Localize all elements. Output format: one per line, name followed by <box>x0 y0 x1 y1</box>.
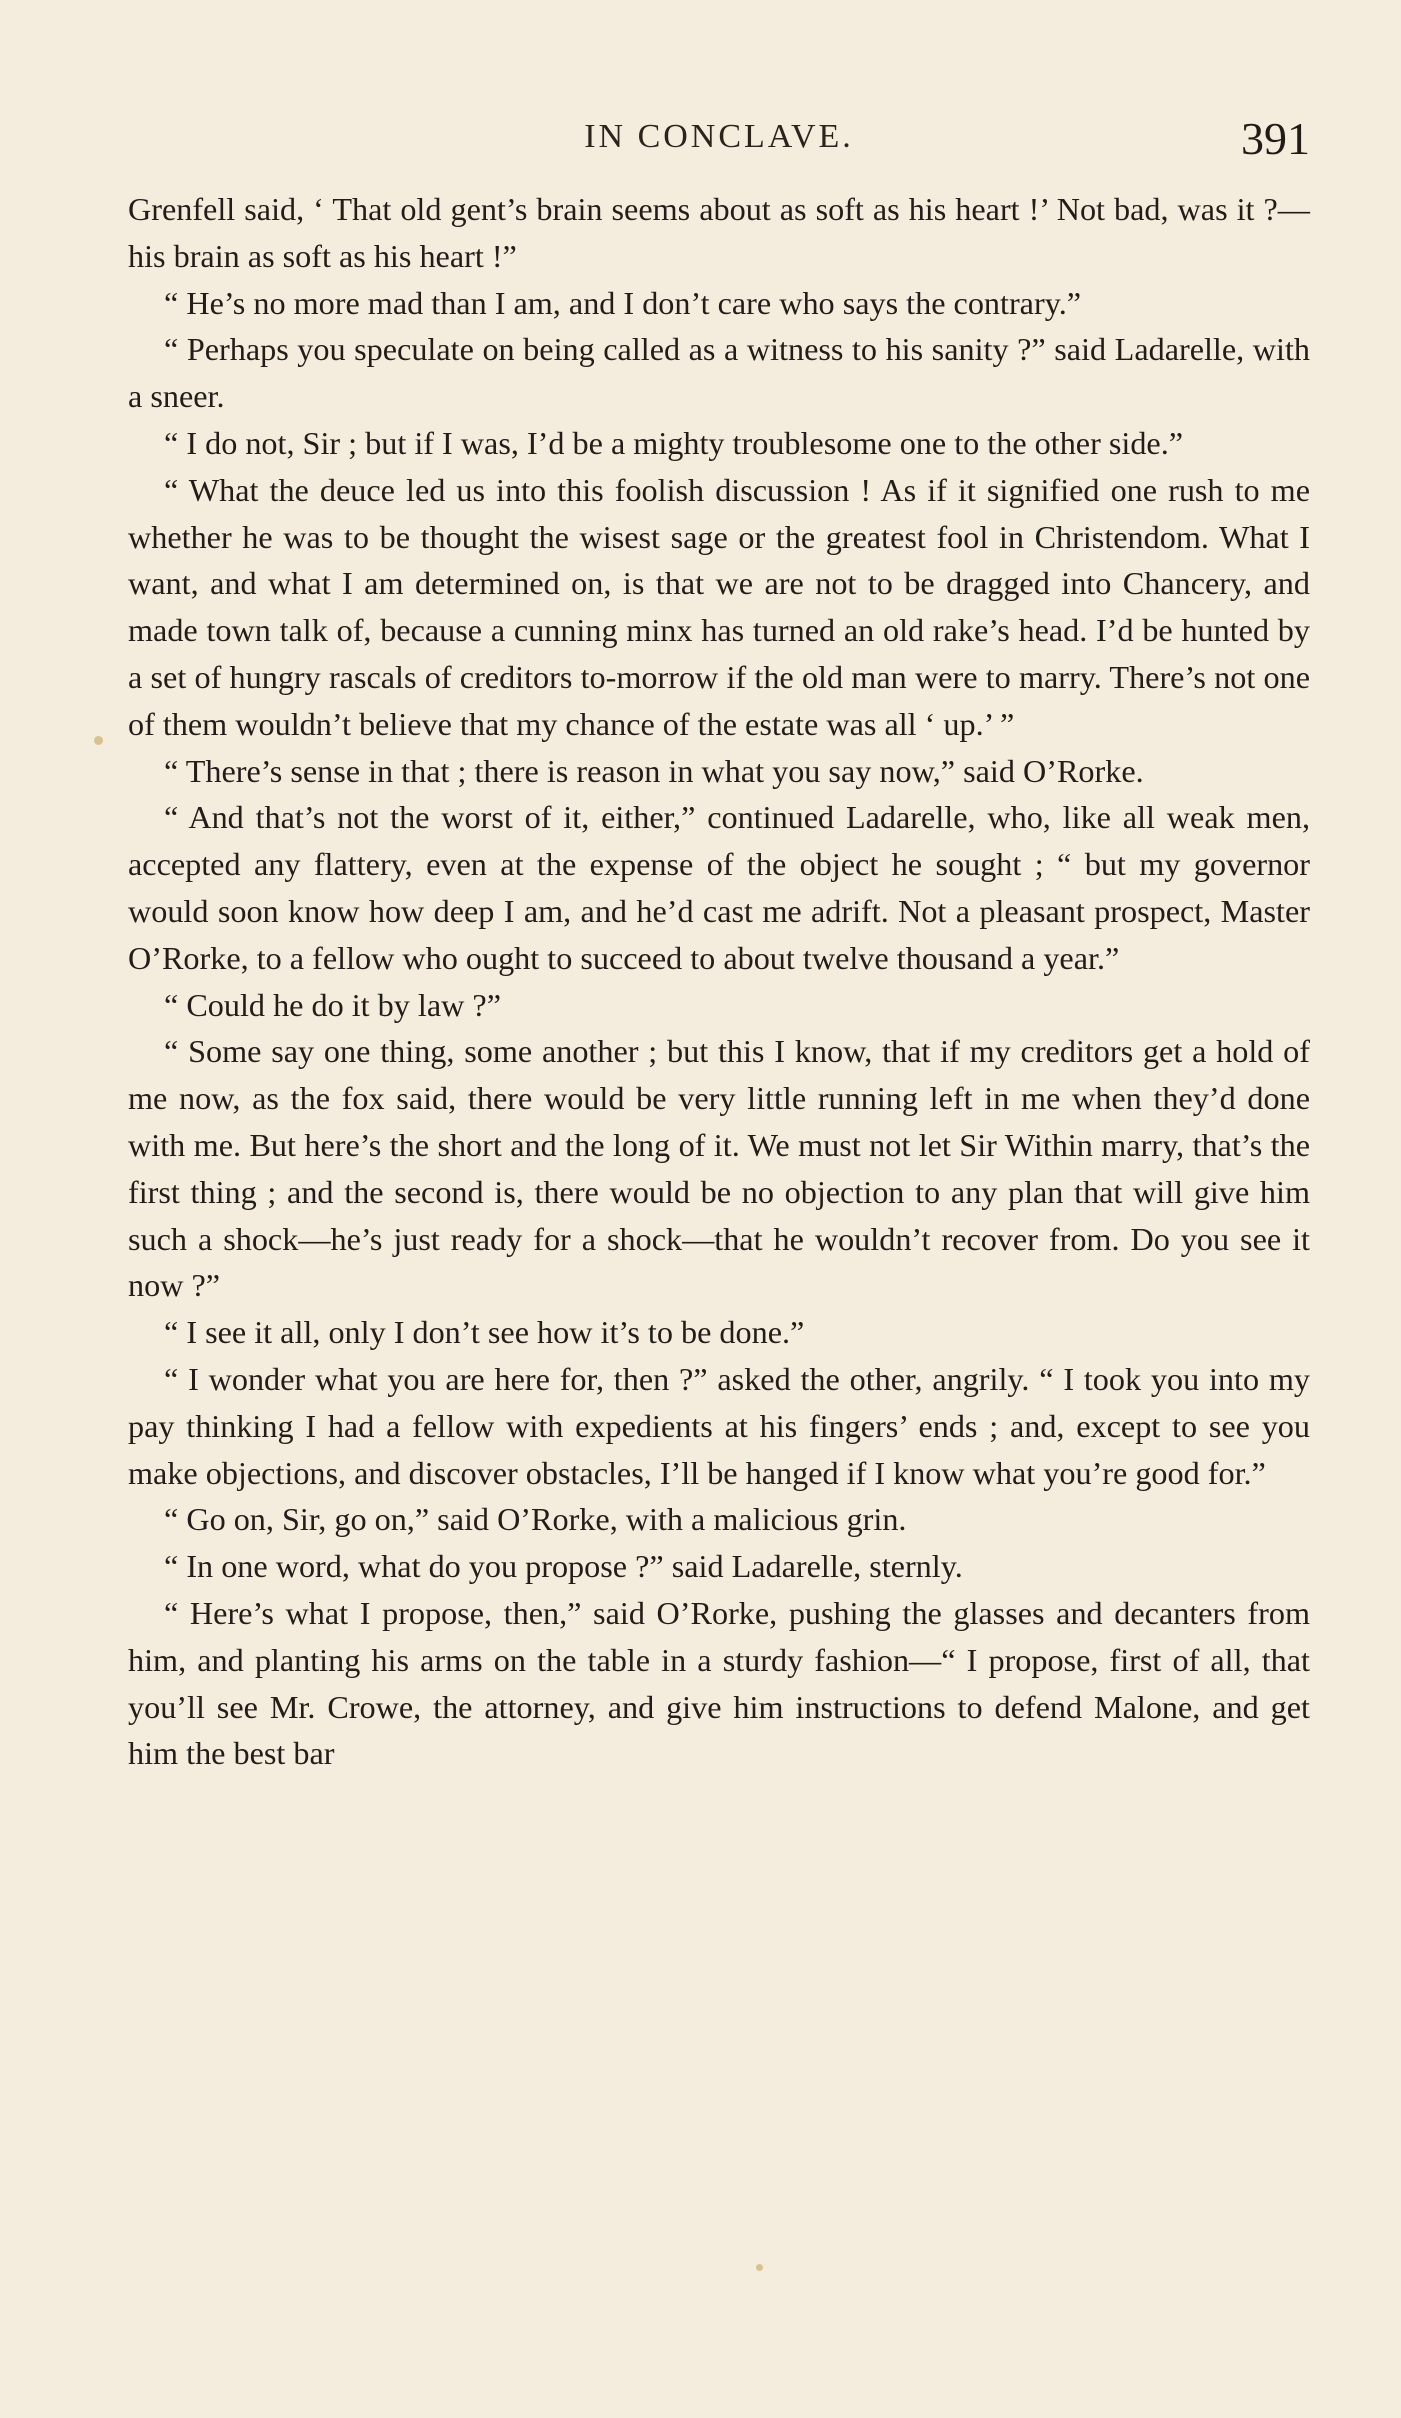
paragraph: “ I see it all, only I don’t see how it’s to be done.” <box>164 1314 805 1351</box>
paragraph: “ What the deuce led us into this foolish discussion ! As if it signified one rush to me whether he was to be thought the wisest sage or the greatest fool in Christendom. What I want, and what I am determined on, is that we are not to be dragged into Chancery, and made town talk of, because a cunning minx has turned an old rake’s head. I’d be hunted by a set of hungry rascals of creditors to-morrow if the old man were to marry. There’s not one of them wouldn’t believe that my chance of the estate was all ‘ up.’ ” <box>128 471 1310 742</box>
running-title: IN CONCLAVE. <box>584 118 854 155</box>
paragraph: “ Could he do it by law ?” <box>164 986 501 1023</box>
paragraph: “ I wonder what you are here for, then ?” asked the other, angrily. “ I took you into my pay thinking I had a fellow with expedients at his fingers’ ends ; and, except to see you make objections, and discover obstacles, I’ll be hanged if I know what you’re good for.” <box>128 1360 1310 1491</box>
paragraph: “ I do not, Sir ; but if I was, I’d be a mighty troublesome one to the other side.” <box>164 424 1184 461</box>
page-number: 391 <box>1241 113 1310 164</box>
paragraph: “ Here’s what I propose, then,” said O’Rorke, pushing the glasses and decanters from him, and planting his arms on the table in a sturdy fashion—“ I propose, first of all, that you’ll see Mr. Crowe, the attorney, and give him instructions to defend Malone, and get him the best bar <box>128 1594 1310 1772</box>
paragraph: “ Go on, Sir, go on,” said O’Rorke, with a malicious grin. <box>164 1501 907 1538</box>
running-head <box>128 112 1310 172</box>
paragraph: “ Perhaps you speculate on being called as a witness to his sanity ?” said Ladarelle, with a sneer. <box>128 331 1310 415</box>
paragraph: “ And that’s not the worst of it, either,” continued Ladarelle, who, like all weak men, accepted any flattery, even at the expense of the object he sought ; “ but my governor would soon know how deep I am, and he’d cast me adrift. Not a pleasant prospect, Master O’Rorke, to a fellow who ought to succeed to about twelve thousand a year.” <box>128 799 1310 976</box>
paragraph: “ He’s no more mad than I am, and I don’t care who says the contrary.” <box>164 284 1082 321</box>
paragraph: “ Some say one thing, some another ; but this I know, that if my creditors get a hold of me now, as the fox said, there would be very little running left in me when they’d done with me. But here’s the short and the long of it. We must not let Sir Within marry, that’s the first thing ; and the second is, there would be no objection to any plan that will give him such a shock—he’s just ready for a shock—that he wouldn’t recover from. Do you see it now ?” <box>128 1033 1310 1304</box>
body-text <box>128 186 1310 1777</box>
paragraph: Grenfell said, ‘ That old gent’s brain seems about as soft as his heart !’ Not bad, was it ?—his brain as soft as his heart !” <box>128 191 1310 274</box>
paragraph: “ In one word, what do you propose ?” said Ladarelle, sternly. <box>164 1548 963 1585</box>
paragraph: “ There’s sense in that ; there is reason in what you say now,” said O’Rorke. <box>164 752 1144 789</box>
paper-fleck <box>756 2264 763 2271</box>
paper-fleck <box>94 736 103 745</box>
